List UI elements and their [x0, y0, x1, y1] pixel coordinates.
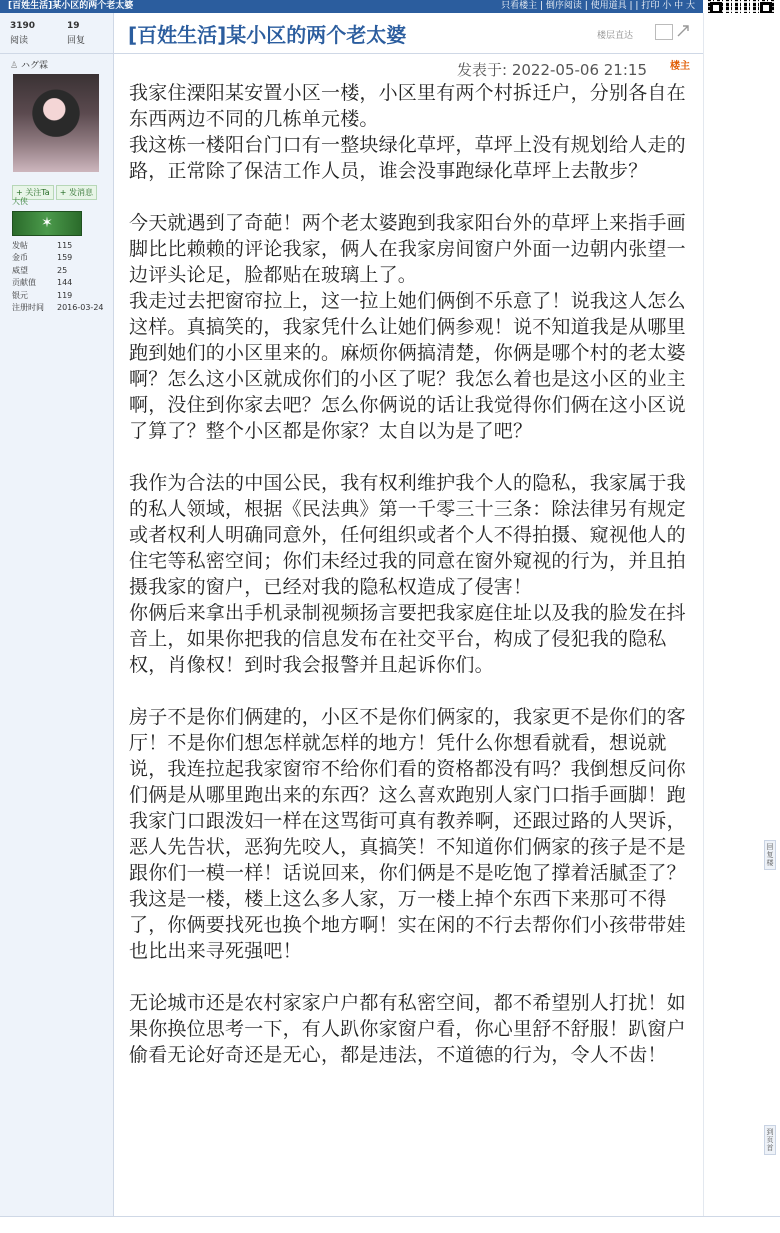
profile-key: 贡献值: [12, 278, 36, 288]
top-bar: [0, 0, 703, 13]
message-button[interactable]: + 发消息: [56, 185, 97, 200]
print-link[interactable]: 打印: [641, 1, 660, 11]
post-paragraph: 你俩后来拿出手机录制视频扬言要把我家庭住址以及我的脸发在抖音上，如果你把我的信息发布在社交平台，构成了侵犯我的隐私权，肖像权！到时我会报警并且起诉你们。: [129, 602, 686, 676]
plus-icon: +: [59, 188, 67, 197]
rank-badge-icon: ✶: [12, 211, 82, 236]
replies-count: 19: [67, 21, 80, 31]
use-tool-link[interactable]: 使用道具: [590, 1, 627, 11]
profile-value: 144: [57, 278, 73, 288]
thread-title: [百姓生活]某小区的两个老太婆: [128, 23, 407, 47]
author-profile: [12, 240, 104, 314]
post-timestamp: 发表于: 2022-05-06 21:15: [457, 61, 647, 79]
profile-value: 2016-03-24: [57, 302, 104, 312]
author-sidebar: [0, 13, 114, 1216]
font-medium-link[interactable]: 中: [674, 1, 684, 11]
right-margin: [703, 13, 780, 1216]
profile-value: 159: [57, 253, 73, 263]
post-paragraph: 今天就遇到了奇葩！两个老太婆跑到我家阳台外的草坪上来指手画脚比比赖赖的评论我家，俩人在我家房间窗户外面一边朝内张望一边评头论足，脸都贴在玻璃上了。: [129, 212, 686, 286]
profile-key: 金币: [12, 253, 28, 263]
profile-key: 注册时间: [12, 302, 44, 312]
profile-key: 威望: [12, 265, 28, 275]
reverse-read-link[interactable]: 倒序阅读: [545, 1, 582, 11]
views-label: 阅读: [10, 36, 29, 46]
author-name[interactable]: ハグ霖: [20, 61, 48, 71]
profile-value: 115: [57, 241, 73, 250]
post-paragraph: 房子不是你们俩建的，小区不是你们俩家的，我家更不是你们的客厅！不是你们想怎样就怎样的地方！凭什么你想看就看，想说就说，我连拉起我家窗帘不给你们看的资格都没有吗？我倒想反问你们俩是从哪里跑出来的东西？这么喜欢跑别人家门口指手画脚！跑我家门口跟泼妇一样在这骂街可真有教养啊，还跟过路的人哭诉，恶人先告状，恶狗先咬人，真搞笑！不知道你们俩家的孩子是不是跟你们一模一样！话说回来，你们俩是不是吃饱了撑着活腻歪了？我这是一楼，楼上这么多人家，万一楼上掉个东西下来那可不得了，你俩要找死也换个地方啊！实在闲的不行去帮你们小孩带带娃也比出来寻死强吧！: [129, 706, 686, 962]
plus-icon: +: [16, 188, 23, 197]
avatar[interactable]: [13, 74, 99, 172]
user-rank: 大侠: [12, 197, 28, 206]
views-count: 3190: [10, 21, 36, 31]
font-small-link[interactable]: 小: [662, 1, 672, 11]
author-name-row[interactable]: [10, 58, 48, 71]
go-arrow-icon[interactable]: [677, 25, 689, 37]
profile-key: 发帖: [12, 241, 28, 250]
floor-jump-label: 楼层直达: [596, 31, 633, 41]
post-paragraph: 我这栋一楼阳台门口有一整块绿化草坪，草坪上没有规划给人走的路，正常除了保洁工作人员，谁会没事跑绿化草坪上去散步？: [129, 134, 686, 182]
post-paragraph: 无论城市还是农村家家户户都有私密空间，都不希望别人打扰！如果你换位思考一下，有人趴你家窗户看，你心里舒不舒服！趴窗户偷看无论好奇还是无心，都是违法，不道德的行为，令人不齿！: [129, 992, 686, 1066]
post-main: [114, 13, 703, 1216]
profile-value: 119: [57, 290, 73, 300]
topbar-links: 只看楼主 | 倒序阅读 | 使用道具 | | 打印 小 中 大: [501, 1, 695, 11]
floor-badge: 楼主: [670, 61, 690, 72]
side-tag-lower[interactable]: 到页首: [764, 1125, 776, 1155]
thread-header: [114, 13, 703, 54]
post-paragraph: 我家住溧阳某安置小区一楼，小区里有两个村拆迁户，分别各自在东西两边不同的几栋单元楼。: [129, 82, 686, 130]
user-icon: ♙: [10, 61, 19, 71]
floor-jump-input[interactable]: [655, 24, 673, 40]
only-op-link[interactable]: 只看楼主: [501, 1, 538, 11]
side-tag-upper[interactable]: 回复楼: [764, 840, 776, 870]
post-paragraph: 我作为合法的中国公民，我有权利维护我个人的隐私，我家属于我的私人领域，根据《民法典》第一千零三十三条：除法律另有规定或者权利人明确同意外，任何组织或者个人不得拍摄、窥视他人的住宅等私密空间；你们未经过我的同意在窗外窥视的行为，并且拍摄我家的窗户，已经对我的隐私权造成了侵害！: [129, 472, 686, 598]
font-large-link[interactable]: 大: [685, 1, 695, 11]
profile-key: 银元: [12, 290, 28, 300]
post-paragraph: 我走过去把窗帘拉上，这一拉上她们俩倒不乐意了！说我这人怎么这样。真搞笑的，我家凭什么让她们俩参观！说不知道我是从哪里跑到她们的小区里来的。麻烦你俩搞清楚，你俩是哪个村的老太婆啊？怎么这小区就成你们的小区了呢？我怎么着也是这小区的业主啊，没住到你家去吧？怎么你俩说的话让我觉得你们俩在这小区说了算了？整个小区都是你家？太自以为是了吧？: [129, 290, 686, 442]
post-body: [129, 80, 699, 1068]
replies-label: 回复: [67, 36, 86, 46]
follow-button[interactable]: + 关注Ta: [12, 185, 54, 200]
profile-value: 25: [57, 265, 68, 275]
topbar-title: [百姓生活]某小区的两个老太婆: [8, 1, 134, 11]
bottom-divider: [0, 1216, 780, 1217]
divider: [0, 53, 113, 54]
